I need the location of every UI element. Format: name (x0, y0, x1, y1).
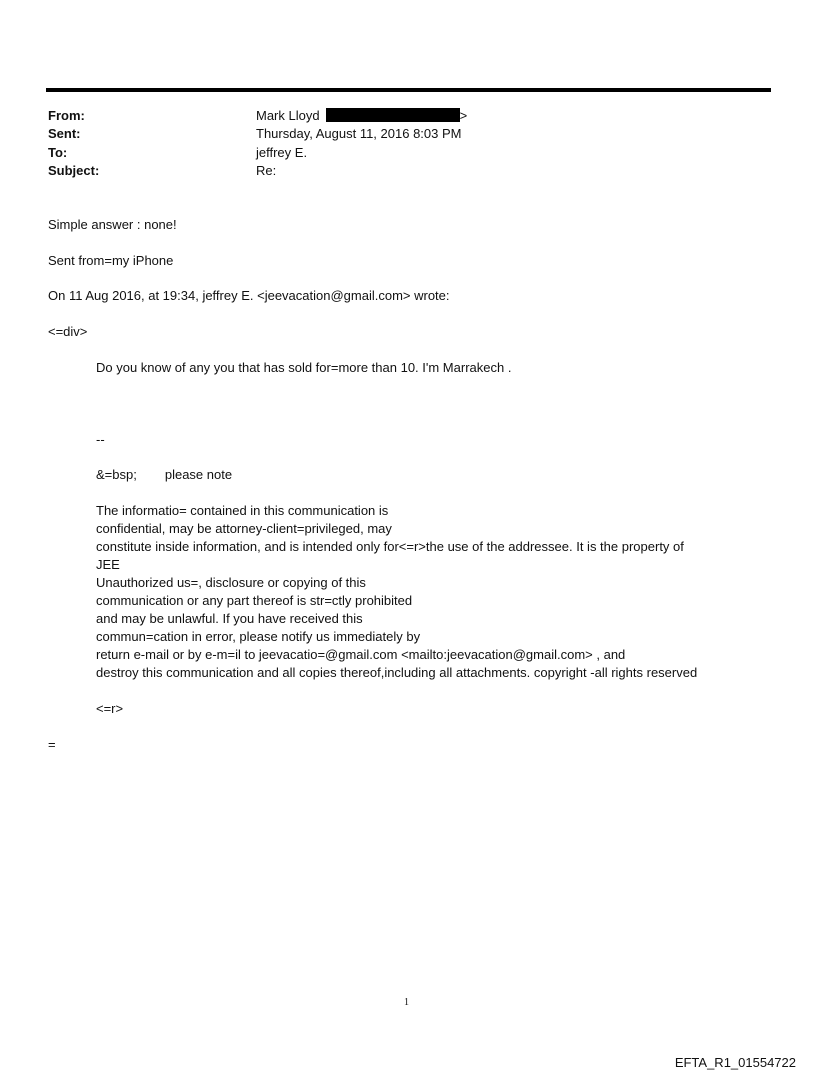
signature-text: Sent from=my iPhone (48, 253, 174, 268)
please-note-text: please note (164, 467, 233, 482)
question-text: Do you know of any you that has sold for=more than 10. I'm Marrakech . (96, 360, 512, 375)
disclaimer-line: and may be unlawful. If you have received this (96, 611, 363, 626)
disclaimer-line: commun=cation in error, please notify us immediately by (96, 629, 421, 644)
page-number: 1 (404, 997, 409, 1008)
to-label: To: (48, 145, 68, 160)
from-name: Mark Lloyd (256, 108, 320, 123)
quote-intro: On 11 Aug 2016, at 19:34, jeffrey E. <jeevacation@gmail.com> wrote: (48, 288, 450, 303)
from-suffix: > (459, 108, 468, 123)
disclaimer-line: communication or any part thereof is str=ctly prohibited (96, 593, 413, 608)
reply-text: Simple answer : none! (48, 217, 177, 232)
disclaimer-line: The informatio= contained in this communication is (96, 503, 389, 518)
header-rule (46, 88, 771, 92)
nbsp-token: &=bsp; (96, 467, 137, 482)
br-tag-text: <=r> (96, 701, 124, 716)
disclaimer-line: JEE (96, 557, 120, 572)
disclaimer-line: confidential, may be attorney-client=privileged, may (96, 521, 392, 536)
sent-value: Thursday, August 11, 2016 8:03 PM (256, 126, 462, 141)
subject-value: Re: (256, 163, 277, 178)
sent-label: Sent: (48, 126, 81, 141)
disclaimer-line: return e-mail or by e-m=il to jeevacatio=@gmail.com <mailto:jeevacation@gmail.com> , and (96, 647, 626, 662)
disclaimer-line: Unauthorized us=, disclosure or copying of this (96, 575, 366, 590)
document-id: EFTA_R1_01554722 (674, 1055, 796, 1070)
from-value (256, 108, 467, 124)
from-label: From: (48, 108, 85, 123)
redaction-box (326, 108, 460, 122)
please-note-line (96, 467, 232, 483)
trailing-equals: = (48, 737, 56, 752)
disclaimer-line: constitute inside information, and is intended only for<=r>the use of the addressee. It is the property of (96, 539, 684, 554)
disclaimer-line: destroy this communication and all copies thereof,including all attachments. copyright -all rights reserved (96, 665, 698, 680)
separator-text: -- (96, 432, 105, 447)
subject-label: Subject: (48, 163, 100, 178)
div-tag-text: <=div> (48, 324, 88, 339)
to-value: jeffrey E. (256, 145, 308, 160)
